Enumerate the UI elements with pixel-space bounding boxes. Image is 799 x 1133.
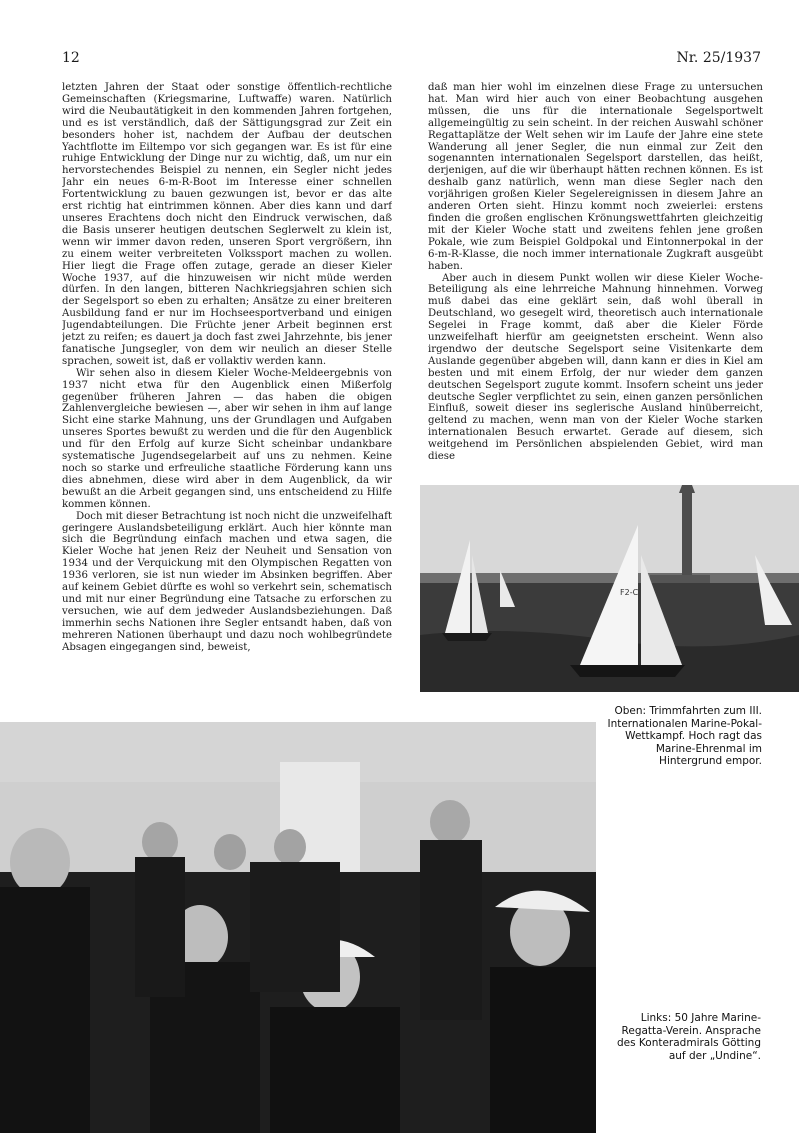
paragraph: letzten Jahren der Staat oder sonstige öffentlich-rechtliche Gemeinschaften (Kriegsmarine, Luftwaffe) waren. Natürlich wird die Neubautätigkeit in den kommenden Jahren fortgehen, und es ist verständlich, daß der Sättigungsgrad zur Zeit ein besonders hoher ist, nachdem der Aufbau der deutschen Yachtflotte im Eiltempo vor sich gegangen war. Es ist für eine ruhige Entwicklung der Dinge nur zu wichtig, daß, um nur ein hervorstechendes Beispiel zu nennen, ein Segler nicht jedes Jahr ein neues 6-m-R-Boot im Interesse einer schnellen Fortentwicklung zu bauen gezwungen ist, bevor er das alte erst richtig hat eintrimmen können. Aber dies kann und darf unseres Erachtens doch nicht den Eindruck verwischen, daß die Basis unserer heutigen deutschen Seglerwelt zu klein ist, wenn wir immer davon reden, unseren Sport vergrößern, ihn zu einem weiter verbreiteten Volkssport machen zu wollen. Hier liegt die Frage offen zutage, gerade an dieser Kieler Woche 1937, auf die hinzuweisen wir nicht müde werden dürfen. In den langen, bitteren Nachkriegsjahren schien sich der Segelsport so eben zu erhalten; Ansätze zu einer breiteren Ausbildung fand er nur im Hochseesportverband und einigen Jugendabteilungen. Die Früchte jener Arbeit beginnen erst jetzt zu reifen; es dauert ja doch fast zwei Jahrzehnte, bis jener fanatische Jungsegler, von dem wir neulich an dieser Stelle sprachen, soweit ist, daß er vollaktiv werden kann. (62, 82, 392, 367)
photo-caption-bottom: Links: 50 Jahre Marine-Regatta-Verein. Ansprache des Konteradmirals Götting auf der „Undine“. (616, 1012, 761, 1062)
paragraph: Wir sehen also in diesem Kieler Woche-Meldeergebnis von 1937 nicht etwa für den Augenblick einen Mißerfolg gegenüber früheren Jahren — das haben die obigen Zahlenvergleiche bewiesen —, aber wir sehen in ihm auf lange Sicht eine starke Mahnung, uns der Grundlagen und Aufgaben unseres Sportes bewußt zu werden und die für den Augenblick und für den Erfolg auf kurze Sicht scheinbar undankbare systematische Jugendsegelarbeit auf uns zu nehmen. Keine noch so starke und erfreuliche staatliche Förderung kann uns dies abnehmen, diese wird aber in dem Augenblick, da wir bewußt an die Arbeit gegangen sind, uns entscheidend zu Hilfe kommen können. (62, 367, 392, 510)
officers-photo-graphic (0, 722, 596, 1133)
page-number: 12 (62, 50, 80, 66)
paragraph: Doch mit dieser Betrachtung ist noch nicht die unzweifelhaft geringere Auslandsbeteiligung erklärt. Auch hier könnte man sich die Begründung einfach machen und etwa sagen, die Kieler Woche hat jenen Reiz der Neuheit und Sensation von 1934 und der Verquickung mit den Olympischen Regatten von 1936 verloren, sie ist nun wieder im Absinken begriffen. Aber auf keinem Gebiet dürfte es wohl so verkehrt sein, schematisch und mit nur einer Begründung eine Tatsache zu erforschen zu versuchen, wie auf dem jedweder Auslandsbeziehungen. Daß immerhin sechs Nationen ihre Segler entsandt haben, daß von mehreren Nationen überhaupt und dazu noch wohlbegründete Absagen eingegangen sind, beweist, (62, 510, 392, 653)
paragraph: daß man hier wohl im einzelnen diese Frage zu untersuchen hat. Man wird hier auch von einer Beobachtung ausgehen müssen, die uns für die internationale Segelsportwelt allgemeingültig zu sein scheint. In der reichen Auswahl schöner Regattaplätze der Welt sehen wir im Laufe der Jahre eine stete Wanderung all jener Segler, die nun einmal zur Zeit den sogenannten internationalen Segelsport darstellen, das heißt, derjenigen, auf die wir überhaupt hätten rechnen können. Es ist deshalb ganz natürlich, wenn man diese Segler nach den vorjährigen großen Kieler Segelereignissen in diesem Jahre an anderen Orten sieht. Hinzu kommt noch zweierlei: erstens finden die großen englischen Krönungswettfahrten gleichzeitig mit der Kieler Woche statt und zweitens fehlen jene großen Pokale, wie zum Beispiel Goldpokal und Eintonnerpokal in der 6-m-R-Klasse, die noch immer internationale Zugkraft ausgeübt haben. (428, 82, 763, 272)
paragraph: Aber auch in diesem Punkt wollen wir diese Kieler Woche-Beteiligung als eine lehrreiche Mahnung hinnehmen. Vorweg muß dabei das eine geklärt sein, daß wohl überall in Deutschland, wo gesegelt wird, theoretisch auch internationale Segelei in Frage kommt, daß aber die Kieler Förde unzweifelhaft hierfür am geeignetsten erscheint. Wenn also irgendwo der deutsche Segelsport seine Visitenkarte dem Auslande gegenüber abgeben will, dann kann er dies in Kiel am besten und mit einem Erfolg, der nur wieder dem ganzen deutschen Segelsport zugute kommt. Insofern scheint uns jeder deutsche Segler verpflichtet zu sein, einen ganzen persönlichen Einfluß, soweit dieser ins seglerische Ausland hinüberreicht, geltend zu machen, wenn man von der Kieler Woche starken internationalen Besuch erwartet. Gerade auf diesem, sich weitgehend im Persönlichen abspielenden Gebiet, wird man diese (428, 272, 763, 463)
article-column-right (428, 82, 763, 502)
officers-photo (0, 722, 596, 1133)
issue-number: Nr. 25/1937 (676, 50, 761, 66)
article-column-left (62, 82, 392, 702)
sailing-photo (420, 485, 799, 692)
photo-caption-top: Oben: Trimmfahrten zum III. Internationalen Marine-Pokal-Wettkampf. Hoch ragt das Marine-Ehrenmal im Hintergrund empor. (607, 705, 762, 767)
sailing-photo-graphic (420, 485, 799, 692)
sail-number-label: F2-C (620, 588, 639, 597)
